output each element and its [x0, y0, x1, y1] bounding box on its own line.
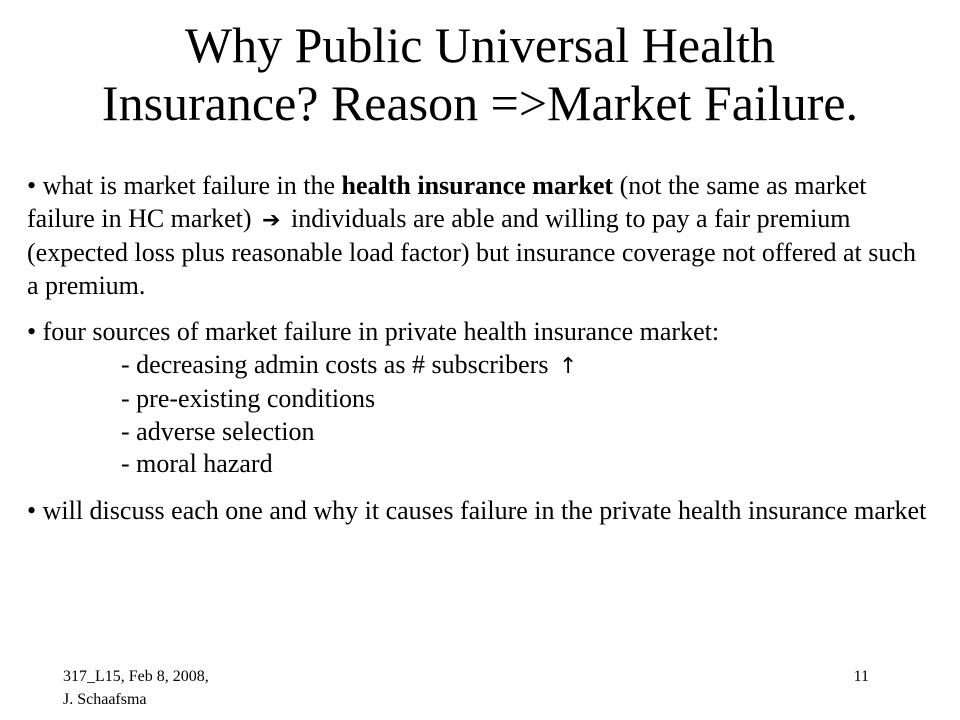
bullet-marker: • [27, 171, 37, 200]
footer-course-info [63, 665, 209, 711]
bullet-marker: • [27, 317, 37, 346]
bullet-text: what is market failure in the [42, 171, 336, 200]
footer-line-1: 317_L15, Feb 8, 2008, [63, 668, 209, 685]
bullet-text: four sources of market failure in private health insurance market: [42, 317, 720, 346]
bold-term: health insurance market [341, 171, 614, 200]
list-item [27, 448, 927, 481]
bullet-market-failure-definition [27, 170, 927, 302]
list-item [27, 383, 927, 416]
list-item-text: - decreasing admin costs as # subscribers [121, 349, 549, 379]
list-item-text: - pre-existing conditions [121, 384, 376, 413]
list-item [27, 349, 927, 384]
bullet-text: (not the same as market failure in HC market) [27, 171, 867, 233]
right-arrow-icon: ➔ [262, 207, 281, 233]
title-line-1: Why Public Universal Health [184, 17, 776, 73]
list-item [27, 416, 927, 449]
title-line-2: Insurance? Reason =>Market Failure. [101, 75, 859, 131]
bullet-four-sources [27, 316, 927, 481]
sources-list [27, 349, 927, 481]
bullet-will-discuss [27, 495, 927, 528]
list-item-text: - adverse selection [121, 416, 315, 446]
footer-line-2: J. Schaafsma [63, 691, 147, 708]
bullet-marker: • [27, 495, 37, 525]
page-number: 11 [853, 668, 869, 685]
slide-title [0, 16, 960, 132]
up-arrow-icon: ↑ [558, 353, 578, 379]
bullet-text: individuals are able and willing to pay a fair premium (expected loss plus reasonable load factor) but insurance coverage not offered at such a premium. [27, 203, 916, 300]
slide-content [27, 170, 927, 527]
list-item-text: - moral hazard [121, 449, 273, 478]
bullet-text: will discuss each one and why it causes failure in the private health insurance market [42, 495, 927, 525]
